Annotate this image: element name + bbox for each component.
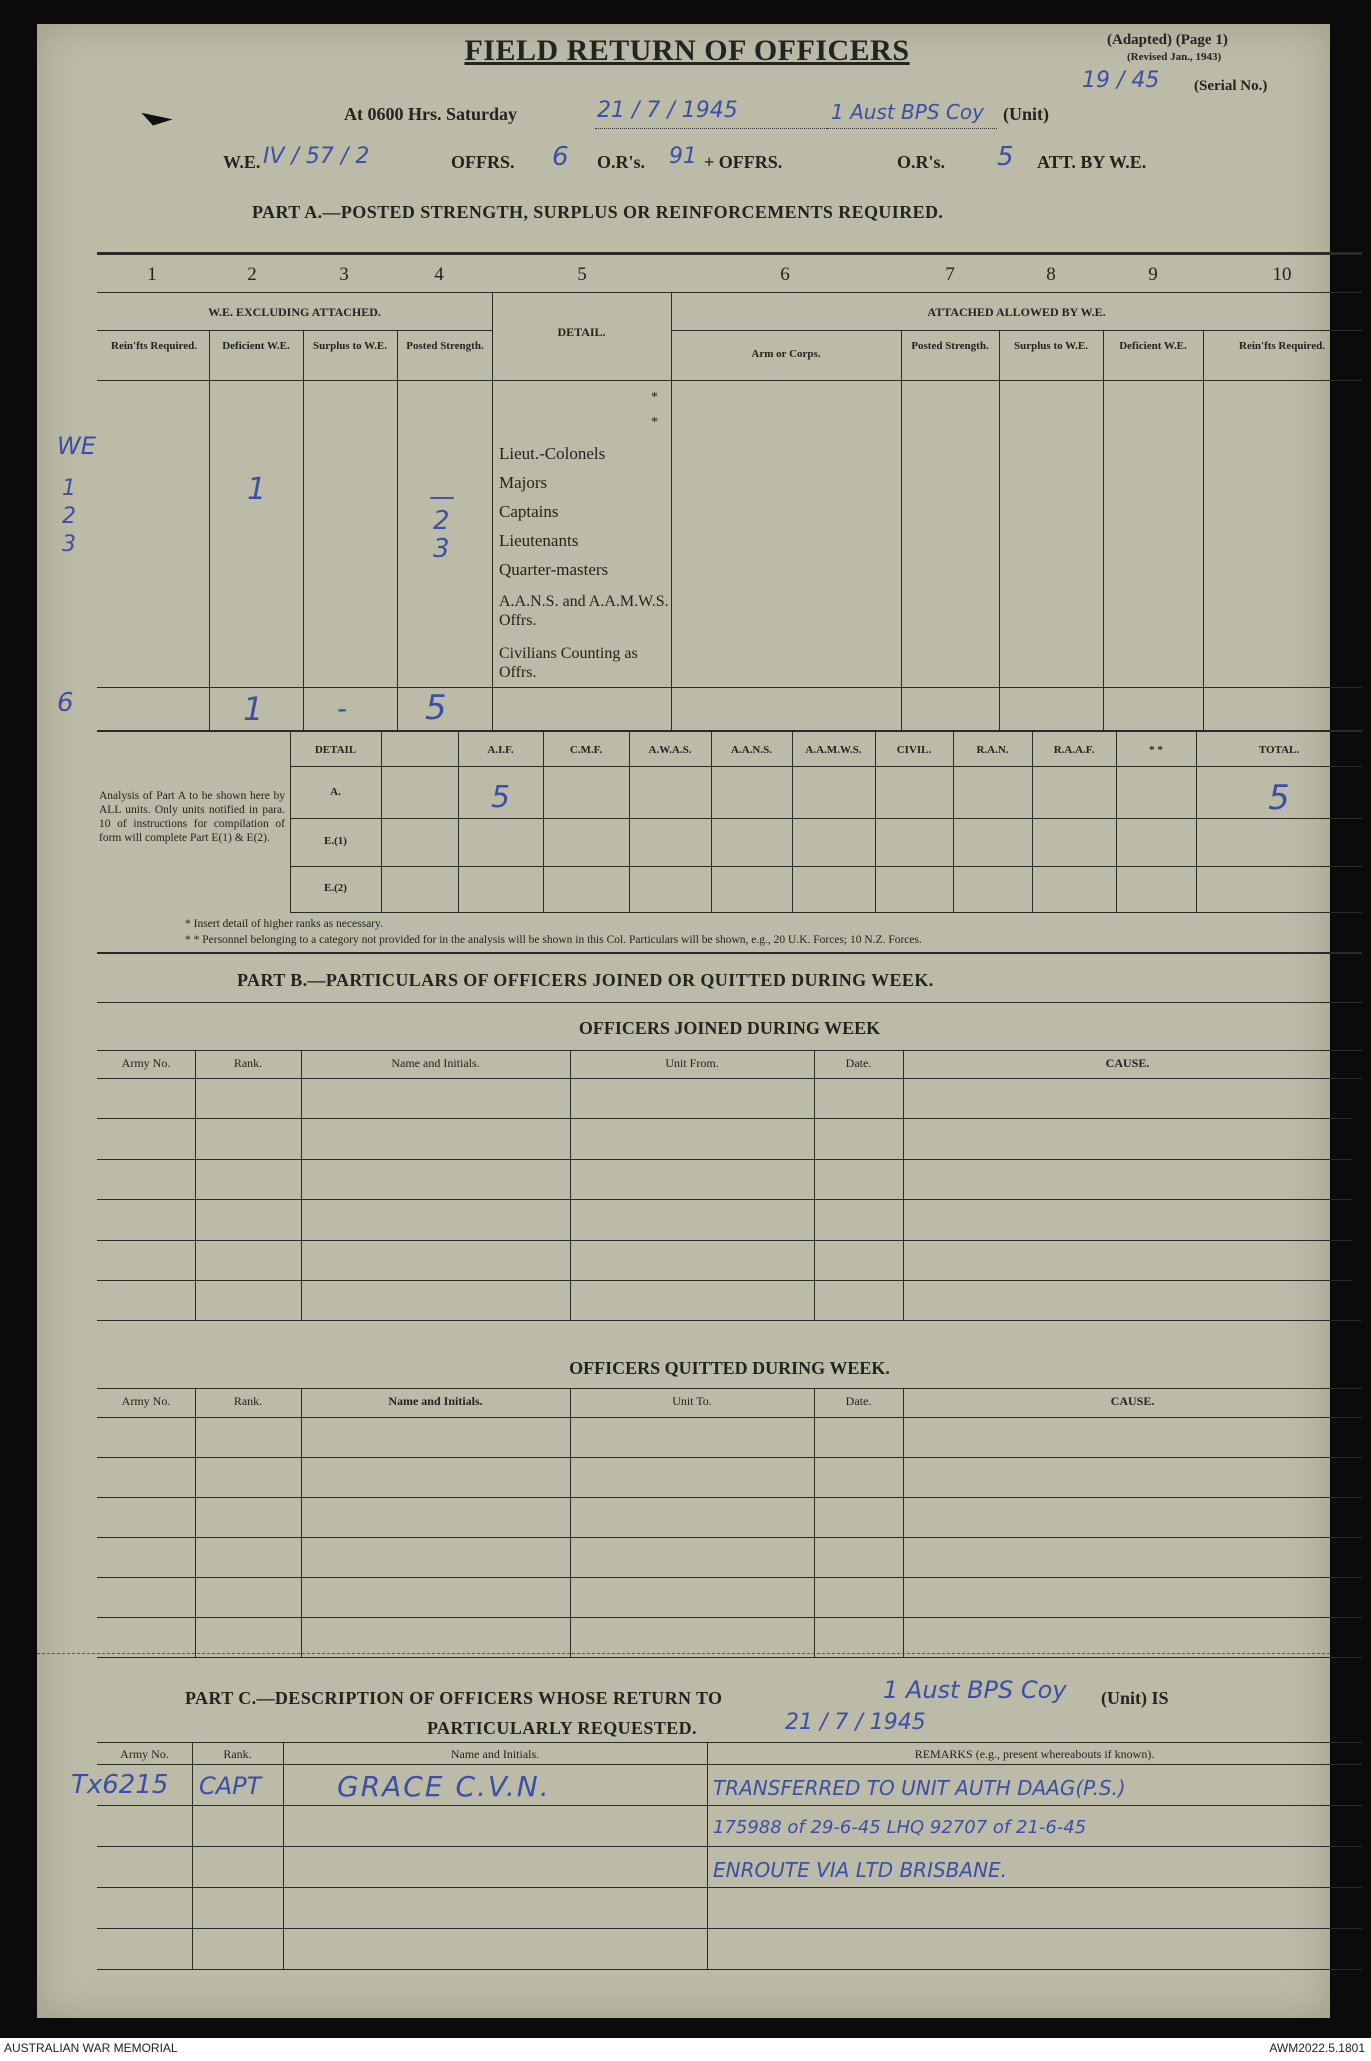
part-c-remarks-line1: TRANSFERRED TO UNIT AUTH DAAG(P.S.) (713, 1776, 1126, 1800)
total-deficient-we: 1 (243, 690, 264, 728)
offrs-value: 6 (552, 142, 569, 172)
time-day-label: At 0600 Hrs. Saturday (344, 104, 518, 124)
footnote-other-category: * * Personnel belonging to a category not provided for in the analysis will be shown in this Col. Particulars will be shown, e.g., 20 U.K. Forces; 10 N.Z. Forces. (185, 934, 922, 946)
part-c-rank-value: CAPT (199, 1772, 262, 1800)
archive-footer-bar (0, 2038, 1371, 2061)
part-c-requested-label: PARTICULARLY REQUESTED. (427, 1718, 697, 1738)
analysis-head-other: * * (1149, 744, 1163, 756)
joined-col-name: Name and Initials. (391, 1056, 480, 1070)
serial-number-value: 19 / 45 (1082, 68, 1160, 93)
analysis-row-a: A. (330, 786, 341, 798)
analysis-row-e2: E.(2) (324, 882, 347, 894)
ors2-value: 5 (997, 142, 1014, 172)
subhead-reinfts-required: Rein'fts Required. (111, 340, 197, 352)
adapted-page-label: (Adapted) (Page 1) (1107, 32, 1228, 48)
part-c-remarks-line3: ENROUTE VIA LTD BRISBANE. (713, 1858, 1008, 1882)
att-by-we-label: ATT. BY W.E. (1037, 152, 1147, 172)
hw-posted-dash: — (429, 482, 455, 512)
part-c-heading: PART C.—DESCRIPTION OF OFFICERS WHOSE RETURN TO (185, 1688, 723, 1708)
quitted-col-cause: CAUSE. (1110, 1394, 1155, 1408)
we-excluding-attached-heading: W.E. EXCLUDING ATTACHED. (208, 305, 381, 319)
analysis-note: Analysis of Part A to be shown here by ALL units. Only units notified in para. 10 of instructions for compilation of form will complete Part E(1) & E(2). (99, 790, 285, 844)
part-c-col-name: Name and Initials. (450, 1747, 540, 1761)
plus-offrs-label: + OFFRS. (704, 152, 783, 172)
form-title: FIELD RETURN OF OFFICERS (464, 34, 910, 67)
archive-reference: AWM2022.5.1801 (1269, 2041, 1365, 2055)
analysis-head-ran: R.A.N. (976, 744, 1009, 756)
we-label: W.E. (223, 152, 261, 172)
col-number-3: 3 (339, 264, 349, 285)
offrs-label: OFFRS. (451, 152, 515, 172)
ors2-label: O.R's. (897, 152, 946, 172)
analysis-total-a-value: 5 (1268, 778, 1290, 818)
detail-lieutenants: Lieutenants (499, 531, 579, 550)
subhead-att-posted-strength: Posted Strength. (911, 340, 989, 352)
margin-note-1: 1 (62, 476, 76, 501)
subhead-surplus-we: Surplus to W.E. (313, 340, 387, 352)
detail-asterisk-2: * (651, 415, 658, 430)
part-c-col-army-no: Army No. (120, 1747, 169, 1761)
footnote-higher-ranks: * Insert detail of higher ranks as necessary. (185, 918, 383, 930)
subhead-att-deficient: Deficient W.E. (1119, 340, 1187, 352)
analysis-head-total: TOTAL. (1258, 744, 1300, 756)
joined-col-cause: CAUSE. (1105, 1056, 1150, 1070)
analysis-head-awas: A.W.A.S. (648, 744, 692, 756)
joined-col-date: Date. (845, 1056, 872, 1070)
part-c-unit-value: 1 Aust BPS Coy (883, 1676, 1067, 1704)
detail-heading: DETAIL. (557, 325, 606, 339)
part-c-col-rank: Rank. (223, 1747, 252, 1761)
margin-note-3: 3 (62, 532, 76, 557)
col-number-1: 1 (147, 264, 157, 285)
col-number-9: 9 (1148, 264, 1158, 285)
joined-col-rank: Rank. (233, 1056, 263, 1070)
detail-captains: Captains (499, 502, 559, 521)
joined-col-unit-from: Unit From. (665, 1056, 719, 1070)
detail-civilians: Civilians Counting as Offrs. (499, 645, 638, 681)
subhead-arm-or-corps: Arm or Corps. (751, 348, 821, 360)
revised-label: (Revised Jan., 1943) (1127, 51, 1222, 63)
quitted-col-date: Date. (845, 1394, 872, 1408)
we-value: IV / 57 / 2 (263, 144, 370, 169)
margin-note-2: 2 (62, 504, 76, 529)
margin-note-6: 6 (57, 688, 74, 718)
analysis-head-detail: DETAIL (314, 744, 357, 756)
quitted-col-rank: Rank. (233, 1394, 263, 1408)
col-number-2: 2 (247, 264, 257, 285)
detail-aans-aamws: A.A.N.S. and A.A.M.W.S. Offrs. (499, 593, 669, 629)
col-number-6: 6 (780, 264, 790, 285)
attached-allowed-heading: ATTACHED ALLOWED BY W.E. (927, 305, 1106, 319)
subhead-posted-strength: Posted Strength. (406, 340, 484, 352)
col-number-4: 4 (434, 264, 444, 285)
part-a-heading: PART A.—POSTED STRENGTH, SURPLUS OR REINFORCEMENTS REQUIRED. (252, 202, 944, 222)
part-b-heading: PART B.—PARTICULARS OF OFFICERS JOINED OR QUITTED DURING WEEK. (237, 970, 934, 990)
serial-number-label: (Serial No.) (1194, 78, 1268, 94)
quitted-heading: OFFICERS QUITTED DURING WEEK. (569, 1358, 890, 1378)
quitted-col-army-no: Army No. (121, 1394, 171, 1408)
detail-quarter-masters: Quarter-masters (499, 560, 609, 579)
hw-posted-captains: 2 (433, 506, 450, 536)
quitted-col-unit-to: Unit To. (672, 1394, 712, 1408)
analysis-row-e1: E.(1) (324, 835, 347, 847)
form-paper (37, 24, 1330, 2018)
torn-edge (1349, 1104, 1371, 1434)
analysis-head-aamws: A.A.M.W.S. (805, 744, 862, 756)
detail-lieut-colonels: Lieut.-Colonels (499, 444, 606, 463)
archive-name: AUSTRALIAN WAR MEMORIAL (4, 2041, 178, 2055)
subhead-att-reinfts: Rein'fts Required. (1239, 340, 1325, 352)
part-c-col-remarks: REMARKS (e.g., present whereabouts if known). (914, 1747, 1155, 1761)
part-c-army-no-value: Tx6215 (71, 1770, 169, 1800)
joined-col-army-no: Army No. (121, 1056, 171, 1070)
analysis-aif-a-value: 5 (490, 780, 511, 815)
part-c-date-value: 21 / 7 / 1945 (785, 1710, 926, 1735)
hw-posted-lieutenants: 3 (433, 534, 450, 564)
ors-label: O.R's. (597, 152, 646, 172)
quitted-col-name: Name and Initials. (388, 1394, 483, 1408)
analysis-head-cmf: C.M.F. (569, 744, 603, 756)
margin-note-we: WE (57, 432, 96, 460)
analysis-head-aif: A.I.F. (487, 744, 514, 756)
detail-majors: Majors (499, 473, 548, 492)
col-number-10: 10 (1272, 264, 1292, 285)
total-surplus-we: - (337, 692, 348, 725)
part-c-name-value: GRACE C.V.N. (337, 1770, 551, 1803)
analysis-head-aans: A.A.N.S. (731, 744, 772, 756)
col-number-8: 8 (1046, 264, 1056, 285)
total-posted-strength: 5 (425, 688, 447, 728)
ors-value: 91 (669, 144, 697, 169)
analysis-head-civil: CIVIL. (896, 744, 932, 756)
joined-heading: OFFICERS JOINED DURING WEEK (578, 1018, 881, 1038)
col-number-5: 5 (577, 264, 587, 285)
col-number-7: 7 (945, 264, 955, 285)
unit-label: (Unit) (1003, 104, 1049, 124)
part-c-remarks-line2: 175988 of 29-6-45 LHQ 92707 of 21-6-45 (713, 1817, 1087, 1838)
subhead-att-surplus: Surplus to W.E. (1014, 340, 1088, 352)
subhead-deficient-we: Deficient W.E. (222, 340, 290, 352)
analysis-head-raaf: R.A.A.F. (1053, 744, 1095, 756)
part-c-unit-label: (Unit) IS (1101, 1688, 1169, 1708)
unit-value: 1 Aust BPS Coy (831, 100, 984, 124)
detail-asterisk-1: * (651, 390, 658, 405)
hw-deficient-we: 1 (247, 472, 267, 507)
return-date-value: 21 / 7 / 1945 (597, 98, 738, 123)
